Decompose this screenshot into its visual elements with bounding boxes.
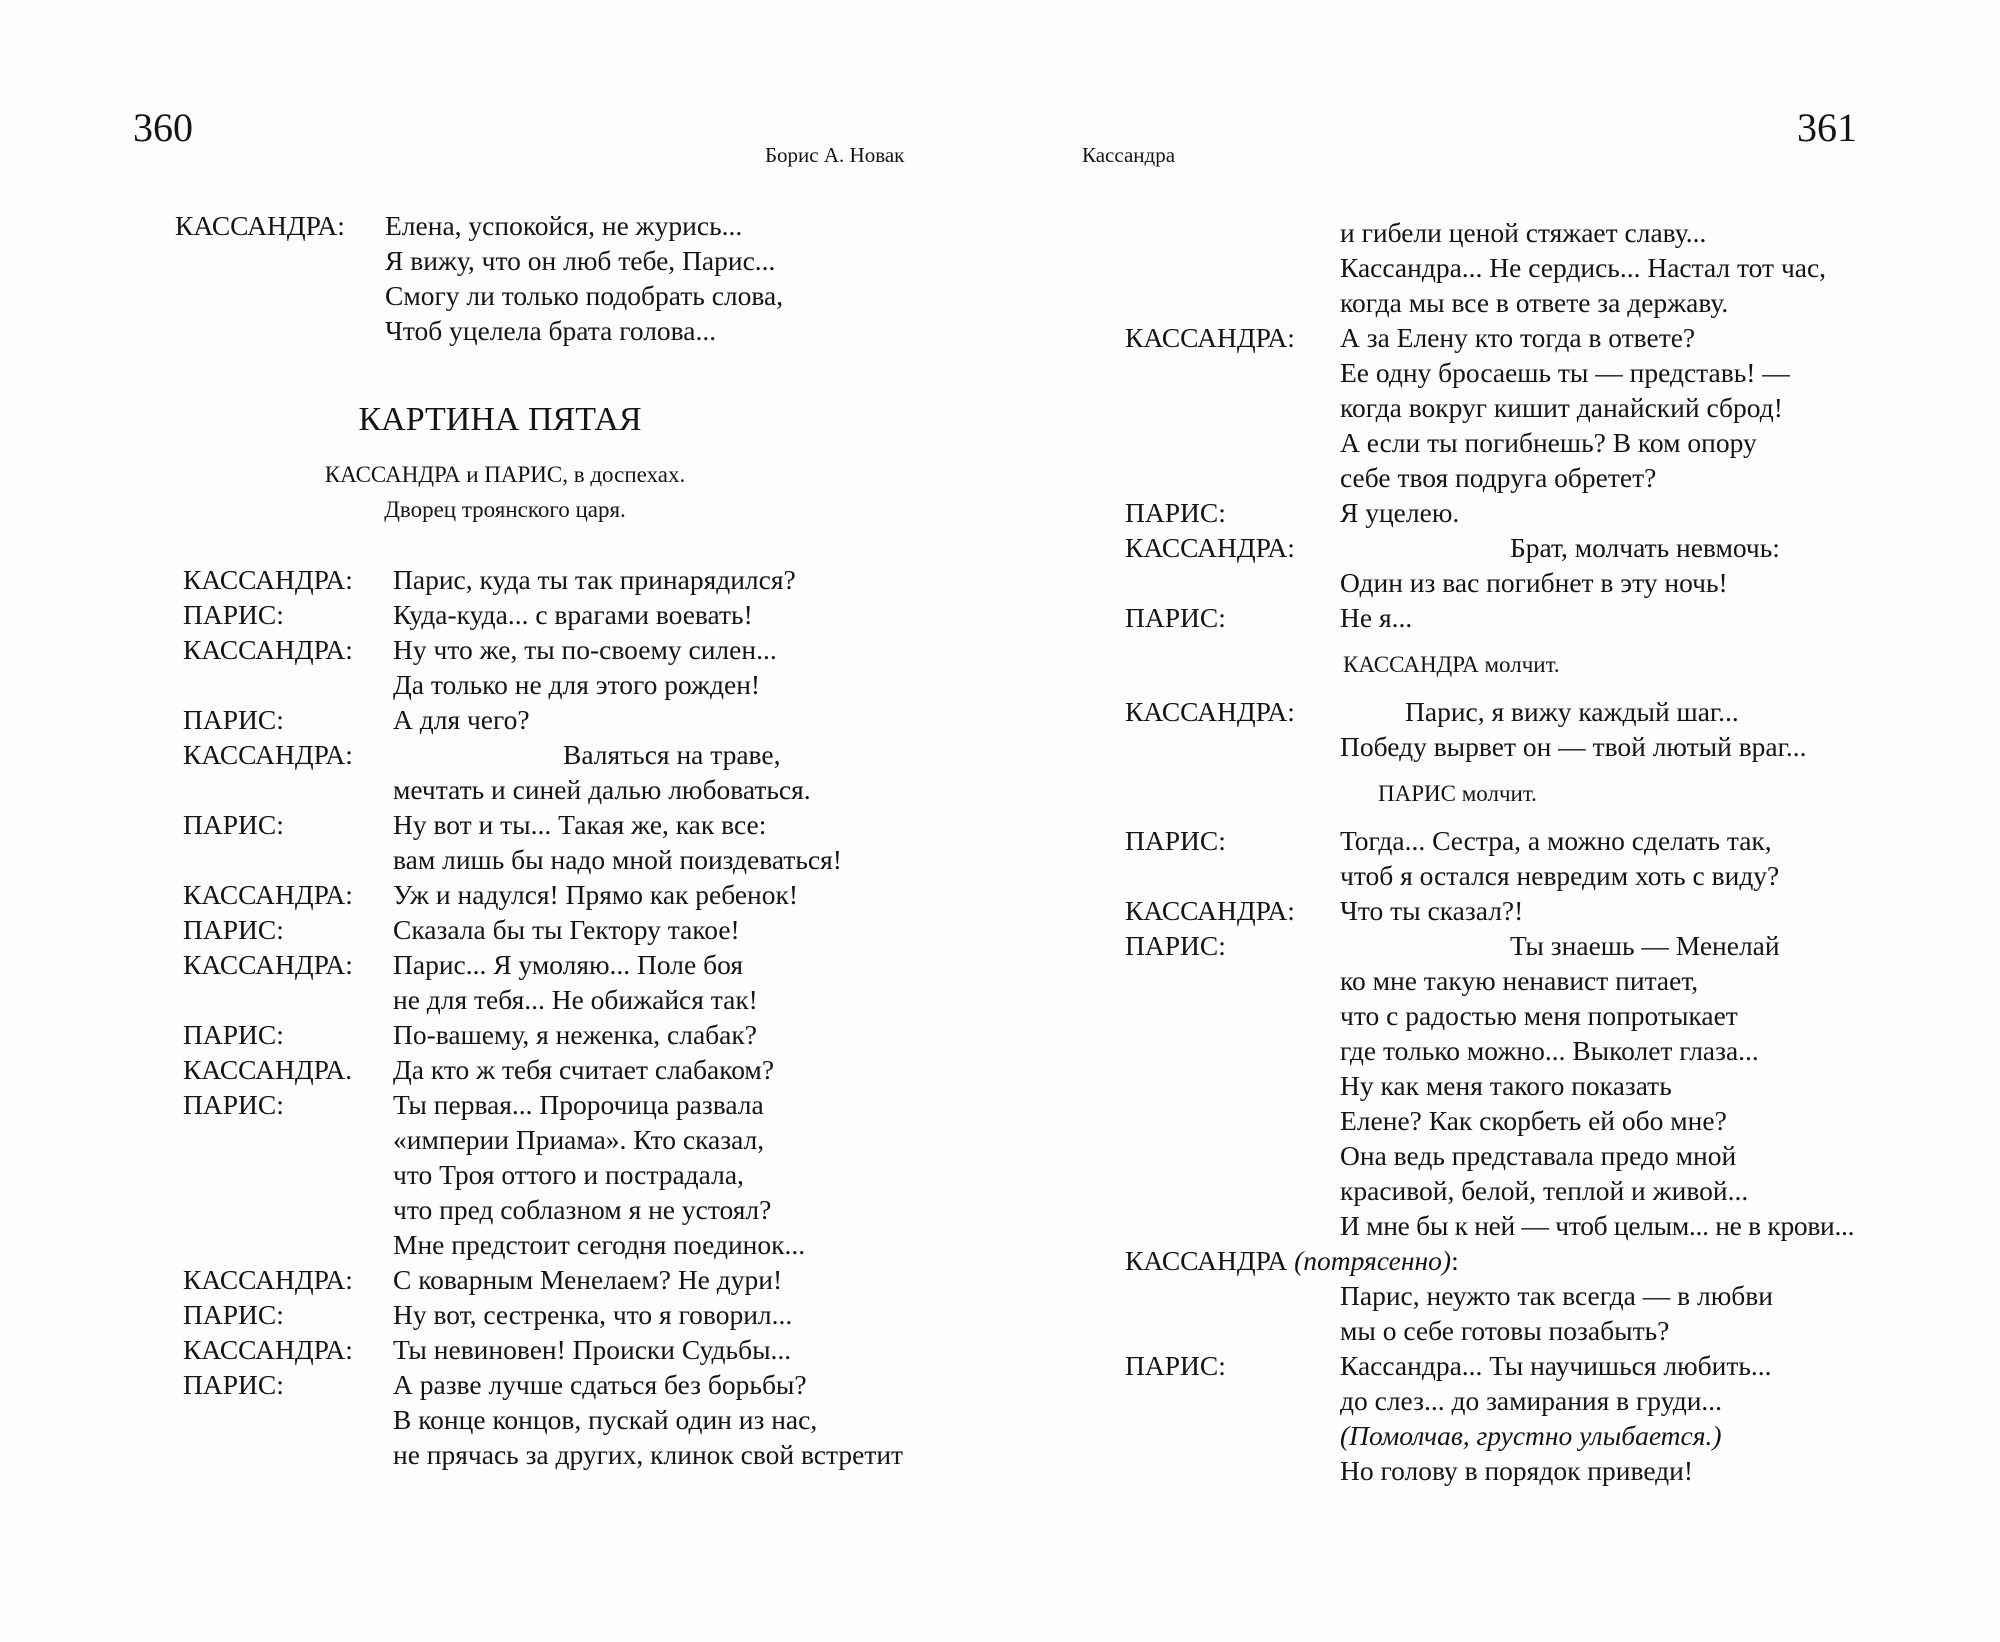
speaker-label: КАССАНДРА: (183, 879, 353, 910)
verse-line (1125, 565, 1885, 600)
verse-line (183, 1157, 915, 1192)
verse-text: Ну вот и ты... Такая же, как все: (393, 809, 767, 840)
verse-text: Уж и надулся! Прямо как ребенок! (393, 879, 799, 910)
verse-text: Да только не для этого рожден! (393, 669, 761, 700)
speaker-label: ПАРИС: (1125, 1350, 1226, 1381)
stage-direction: КАССАНДРА и ПАРИС, в доспехах. (324, 462, 686, 487)
verse-text: Валяться на траве, (563, 739, 781, 770)
verse-line (1125, 1208, 1885, 1243)
verse-text: когда мы все в ответе за державу. (1340, 287, 1729, 318)
verse-line (1125, 893, 1885, 928)
verse-line (183, 667, 915, 702)
speaker-label: КАССАНДРА: (1125, 532, 1295, 563)
final-verse-text: Но голову в порядок приведи! (1340, 1455, 1694, 1486)
verse-text: не для тебя... Не обижайся так! (393, 984, 758, 1015)
verse-line (1125, 1173, 1885, 1208)
verse-text: А за Елену кто тогда в ответе? (1340, 322, 1696, 353)
verse-text: мечтать и синей далью любоваться. (393, 774, 811, 805)
stage-direction: ПАРИС молчит. (1378, 781, 1537, 806)
verse-line (183, 1087, 915, 1122)
verse-line (175, 313, 915, 348)
verse-text: вам лишь бы надо мной поиздеваться! (393, 844, 842, 875)
speaker-label: КАССАНДРА (1125, 1245, 1288, 1276)
verse-line (175, 208, 915, 243)
verse-line (183, 632, 915, 667)
left-page-number: 360 (133, 105, 193, 150)
verse-line (1125, 215, 1885, 250)
stage-direction: Дворец троянского царя. (384, 497, 626, 522)
verse-text: Ты знаешь — Менелай (1510, 930, 1780, 961)
scene-title: КАРТИНА ПЯТАЯ (358, 401, 642, 438)
speaker-label: ПАРИС: (1125, 825, 1226, 856)
speaker-label: КАССАНДРА: (1125, 895, 1295, 926)
verse-line (1125, 1383, 1885, 1418)
verse-text: Один из вас погибнет в эту ночь! (1340, 567, 1728, 598)
verse-line (1125, 1103, 1885, 1138)
verse-text: Ну что же, ты по-своему силен... (393, 634, 777, 665)
verse-text: И мне бы к ней — чтоб целым... не в крови... (1340, 1210, 1855, 1241)
verse-text: Ее одну бросаешь ты — представь! — (1340, 357, 1790, 388)
speaker-direction: (потрясенно) (1294, 1245, 1452, 1276)
verse-line (183, 1192, 915, 1227)
left-page (175, 208, 915, 1472)
verse-text: В конце концов, пускай один из нас, (393, 1404, 818, 1435)
speaker-label: ПАРИС: (183, 914, 284, 945)
right-page-number: 361 (1797, 105, 1857, 150)
verse-text: до слез... до замирания в груди... (1340, 1385, 1723, 1416)
verse-line (1125, 390, 1885, 425)
verse-line (1125, 425, 1885, 460)
verse-text: себе твоя подруга обретет? (1340, 462, 1657, 493)
speaker-label: ПАРИС: (1125, 497, 1226, 528)
verse-line (183, 1367, 915, 1402)
speaker-label: ПАРИС: (183, 1089, 284, 1120)
speaker-label: КАССАНДРА: (183, 634, 353, 665)
verse-line (183, 1332, 915, 1367)
verse-line (1125, 998, 1885, 1033)
verse-line (183, 1227, 915, 1262)
verse-text: Ты невиновен! Происки Судьбы... (393, 1334, 792, 1365)
verse-line (183, 1402, 915, 1437)
verse-text: Не я... (1340, 602, 1413, 633)
verse-line (183, 877, 915, 912)
verse-text: мы о себе готовы позабыть? (1340, 1315, 1670, 1346)
verse-line (1125, 1453, 1885, 1488)
verse-line (1125, 729, 1885, 764)
verse-text-indented (1340, 694, 1885, 729)
verse-line (183, 842, 915, 877)
dialogue-block-4 (1125, 1243, 1885, 1488)
verse-line (183, 597, 915, 632)
speaker-label: ПАРИС: (183, 809, 284, 840)
right-running-head: Кассандра (1082, 143, 1176, 167)
verse-text: ко мне такую ненавист питает, (1340, 965, 1699, 996)
speaker-label: КАССАНДРА. (183, 1054, 353, 1085)
verse-line (1125, 928, 1885, 963)
verse-line (1125, 858, 1885, 893)
verse-text: и гибели ценой стяжает славу... (1340, 217, 1707, 248)
verse-text: Кассандра... Не сердись... Настал тот час, (1340, 252, 1827, 283)
verse-line (1125, 1418, 1885, 1453)
italic-stage-direction: (Помолчав, грустно улыбается.) (1340, 1420, 1722, 1451)
verse-line (1125, 963, 1885, 998)
speaker-label: ПАРИС: (1125, 602, 1226, 633)
left-running-head: Борис А. Новак (765, 143, 905, 167)
verse-line (1125, 495, 1885, 530)
verse-text: Парис, куда ты так принарядился? (393, 564, 796, 595)
verse-text-indented (393, 737, 915, 772)
dialogue-block-3 (1125, 823, 1885, 1243)
speaker-colon: : (1451, 1245, 1459, 1276)
speaker-label: КАССАНДРА: (183, 1334, 353, 1365)
verse-text: С коварным Менелаем? Не дури! (393, 1264, 783, 1295)
speaker-label: ПАРИС: (1125, 930, 1226, 961)
verse-text: Кассандра... Ты научишься любить... (1340, 1350, 1772, 1381)
speaker-label: КАССАНДРА: (1125, 322, 1295, 353)
verse-line (183, 562, 915, 597)
verse-line (175, 243, 915, 278)
verse-text: Мне предстоит сегодня поединок... (393, 1229, 806, 1260)
verse-text: Что ты сказал?! (1340, 895, 1524, 926)
verse-line (183, 1017, 915, 1052)
verse-line (1125, 1138, 1885, 1173)
verse-text: Брат, молчать невмочь: (1510, 532, 1780, 563)
verse-line (183, 1052, 915, 1087)
verse-text: не прячась за других, клинок свой встретит (393, 1439, 904, 1470)
verse-line (1125, 320, 1885, 355)
verse-text: Елена, успокойся, не журись... (385, 210, 743, 241)
verse-line (1125, 1068, 1885, 1103)
right-page (1125, 215, 1885, 1488)
verse-line (183, 807, 915, 842)
verse-text: А для чего? (393, 704, 530, 735)
verse-text: А разве лучше сдаться без борьбы? (393, 1369, 807, 1400)
verse-text: Я вижу, что он люб тебе, Парис... (385, 245, 776, 276)
verse-text: Тогда... Сестра, а можно сделать так, (1340, 825, 1772, 856)
verse-line (1125, 1278, 1885, 1313)
verse-text: чтоб я остался невредим хоть с виду? (1340, 860, 1780, 891)
verse-line (175, 278, 915, 313)
verse-line (1125, 600, 1885, 635)
verse-text: Чтоб уцелела брата голова... (385, 315, 717, 346)
verse-text: красивой, белой, теплой и живой... (1340, 1175, 1749, 1206)
verse-line (183, 912, 915, 947)
verse-text: когда вокруг кишит данайский сброд! (1340, 392, 1783, 423)
verse-text: Я уцелею. (1340, 497, 1460, 528)
speaker-label: КАССАНДРА: (183, 739, 353, 770)
verse-line (183, 982, 915, 1017)
verse-line (183, 1262, 915, 1297)
verse-line (1125, 694, 1885, 729)
verse-text: Сказала бы ты Гектору такое! (393, 914, 740, 945)
verse-line (183, 772, 915, 807)
speaker-label: КАССАНДРА: (183, 1264, 353, 1295)
verse-text: что с радостью меня попротыкает (1340, 1000, 1738, 1031)
speaker-label-with-direction (1125, 1243, 1459, 1278)
verse-text: что Троя оттого и пострадала, (393, 1159, 744, 1190)
verse-line (183, 1122, 915, 1157)
verse-line (1125, 355, 1885, 390)
verse-text: Ну вот, сестренка, что я говорил... (393, 1299, 793, 1330)
verse-line (183, 1297, 915, 1332)
dialogue-block-2 (1125, 694, 1885, 764)
verse-text: Парис, я вижу каждый шаг... (1405, 696, 1739, 727)
verse-text: где только можно... Выколет глаза... (1340, 1035, 1759, 1066)
verse-text: Парис, неужто так всегда — в любви (1340, 1280, 1773, 1311)
verse-text: что пред соблазном я не устоял? (393, 1194, 772, 1225)
verse-text: Парис... Я умоляю... Поле боя (393, 949, 743, 980)
speaker-label: ПАРИС: (183, 1299, 284, 1330)
verse-text: По-вашему, я неженка, слабак? (393, 1019, 757, 1050)
opening-stanza (175, 208, 915, 348)
verse-line (1125, 530, 1885, 565)
speaker-label: КАССАНДРА: (183, 949, 353, 980)
verse-text: Куда-куда... с врагами воевать! (393, 599, 753, 630)
verse-line (1125, 1348, 1885, 1383)
verse-line (183, 737, 915, 772)
speaker-label: КАССАНДРА: (183, 564, 353, 595)
verse-text: «империи Приама». Кто сказал, (393, 1124, 765, 1155)
verse-text: Победу вырвет он — твой лютый враг... (1340, 731, 1807, 762)
verse-line (183, 1437, 915, 1472)
verse-line (183, 702, 915, 737)
verse-text: Елене? Как скорбеть ей обо мне? (1340, 1105, 1727, 1136)
speaker-label: ПАРИС: (183, 1369, 284, 1400)
verse-text: Да кто ж тебя считает слабаком? (393, 1054, 775, 1085)
verse-line (1125, 250, 1885, 285)
verse-line (183, 947, 915, 982)
speaker-label: ПАРИС: (183, 704, 284, 735)
verse-line (1125, 1243, 1885, 1278)
verse-text-indented (1340, 530, 1885, 565)
verse-line (1125, 285, 1885, 320)
verse-text: Ты первая... Пророчица развала (393, 1089, 764, 1120)
verse-line (1125, 1313, 1885, 1348)
verse-line (1125, 823, 1885, 858)
dialogue-block-1 (1125, 215, 1885, 635)
stage-direction: КАССАНДРА молчит. (1343, 652, 1560, 677)
verse-text: Смогу ли только подобрать слова, (385, 280, 784, 311)
verse-line (1125, 460, 1885, 495)
speaker-label: ПАРИС: (183, 599, 284, 630)
verse-text: Ну как меня такого показать (1340, 1070, 1672, 1101)
scene-dialogue (183, 562, 915, 1472)
verse-line (1125, 1033, 1885, 1068)
verse-text: Она ведь представала предо мной (1340, 1140, 1737, 1171)
verse-text: А если ты погибнешь? В ком опору (1340, 427, 1757, 458)
speaker-label: КАССАНДРА: (1125, 696, 1295, 727)
speaker-label: КАССАНДРА: (175, 210, 345, 241)
verse-text-indented (1340, 928, 1885, 963)
speaker-label: ПАРИС: (183, 1019, 284, 1050)
